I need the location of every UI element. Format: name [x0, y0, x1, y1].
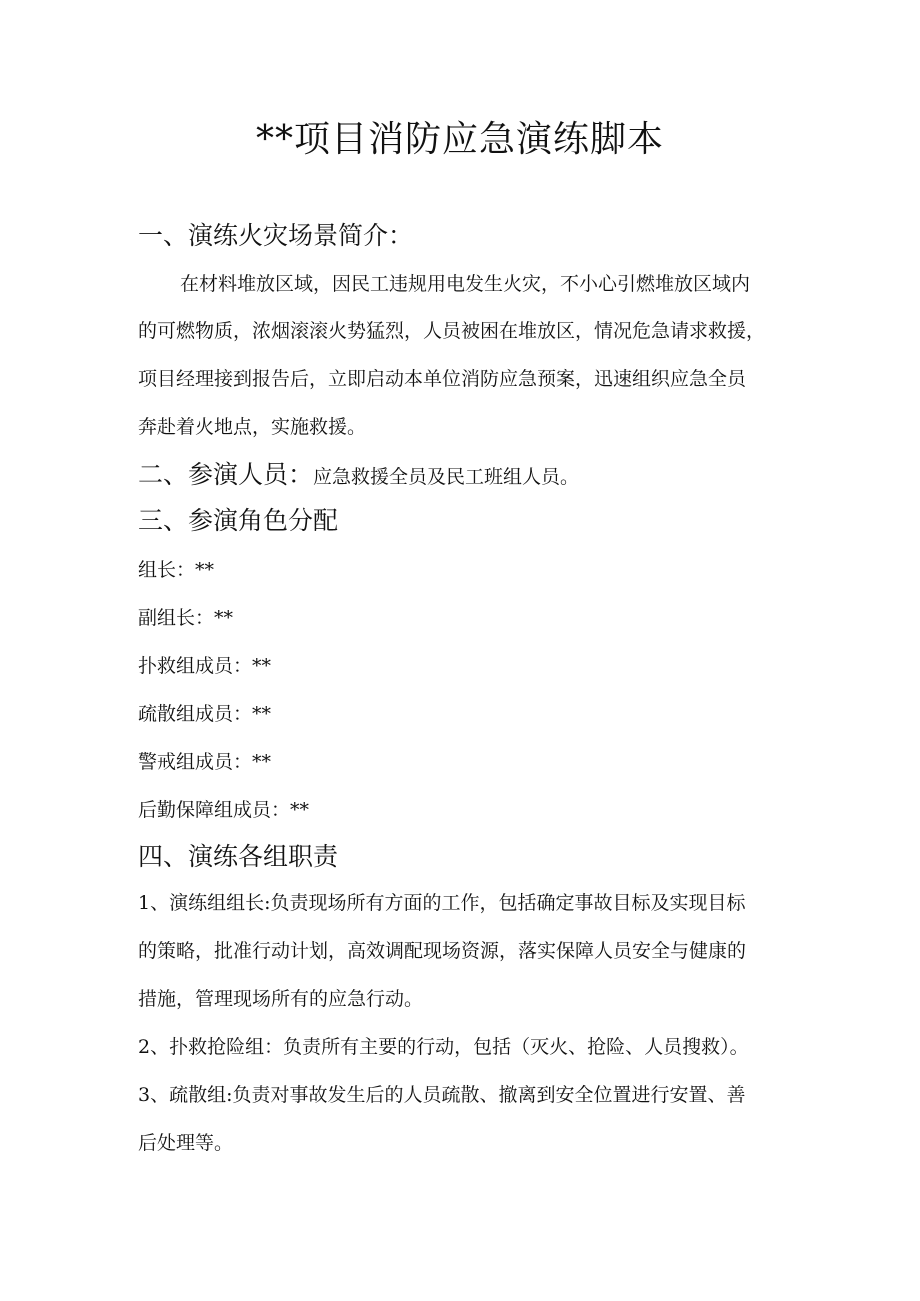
section-1-heading: 一、演练火灾场景简介：	[138, 221, 414, 250]
section-1-paragraph-line-1: 在材料堆放区域，因民工违规用电发生火灾，不小心引燃堆放区域内	[180, 273, 751, 295]
section-1-paragraph-line-4: 奔赴着火地点，实施救援。	[138, 416, 367, 438]
role-evacuation-team: 疏散组成员：**	[138, 703, 272, 725]
duty-line-3: 措施，管理现场所有的应急行动。	[138, 988, 424, 1010]
role-deputy-leader: 副组长：**	[138, 607, 234, 629]
section-3-heading: 三、参演角色分配	[138, 506, 339, 535]
section-2-line	[138, 457, 798, 495]
duty-line-2: 的策略，批准行动计划，高效调配现场资源，落实保障人员安全与健康的	[138, 940, 747, 962]
duty-line-6: 后处理等。	[138, 1132, 234, 1154]
document-title: **项目消防应急演练脚本	[255, 119, 664, 160]
section-4-heading: 四、演练各组职责	[138, 842, 339, 871]
role-firefighting-team: 扑救组成员：**	[138, 655, 272, 677]
section-2-text: 应急救援全员及民工班组人员。	[313, 466, 580, 488]
section-2-heading: 二、参演人员：	[138, 460, 314, 489]
duty-line-4: 2、扑救抢险组：负责所有主要的行动，包括（灭火、抢险、人员搜救）。	[138, 1036, 749, 1058]
role-leader: 组长：**	[138, 559, 215, 581]
role-security-team: 警戒组成员：**	[138, 751, 272, 773]
role-logistics-team: 后勤保障组成员：**	[138, 799, 310, 821]
section-1-paragraph-line-3: 项目经理接到报告后，立即启动本单位消防应急预案，迅速组织应急全员	[138, 368, 747, 390]
duty-line-5: 3、疏散组:负责对事故发生后的人员疏散、撤离到安全位置进行安置、善	[138, 1084, 746, 1106]
section-1-paragraph-line-2: 的可燃物质，浓烟滚滚火势猛烈，人员被困在堆放区，情况危急请求救援，	[138, 320, 766, 342]
duty-line-1: 1、演练组组长:负责现场所有方面的工作，包括确定事故目标及实现目标	[138, 892, 746, 914]
